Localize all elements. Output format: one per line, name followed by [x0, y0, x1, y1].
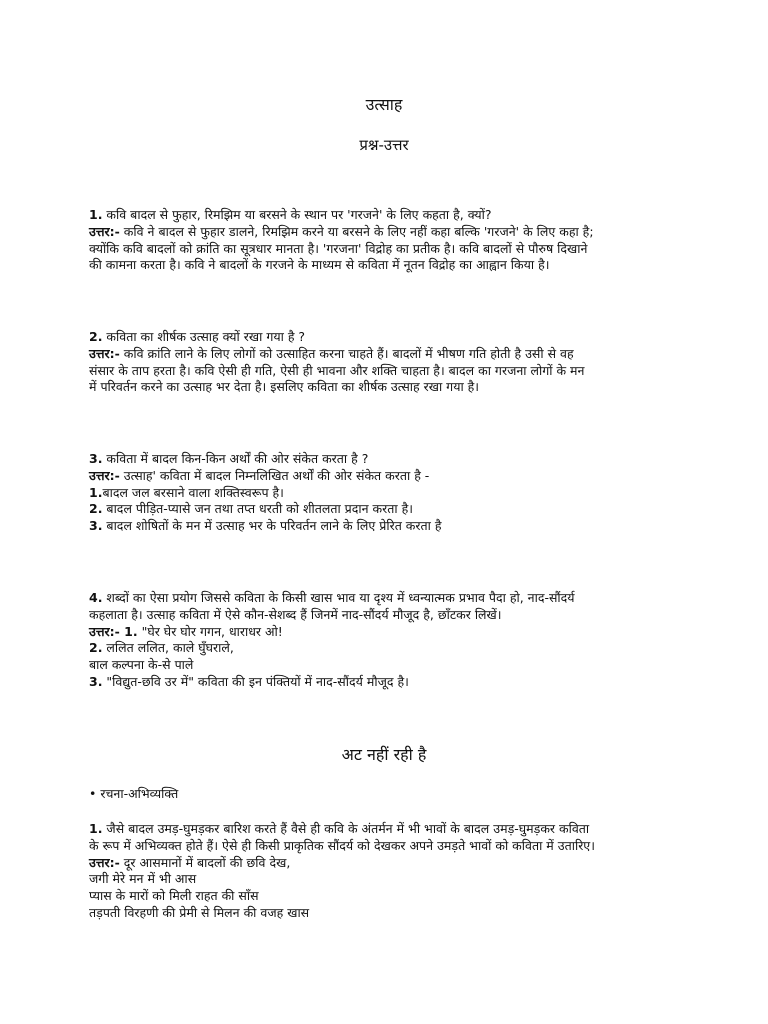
answer-3-point	[89, 518, 689, 535]
answer-4-line: बाल कल्पना के-से पाले	[89, 657, 194, 673]
question-number: 1.	[89, 821, 103, 836]
point-text: बादल जल बरसाने वाला शक्तिस्वरूप है।	[102, 484, 284, 500]
question-body: जैसे बादल उमड़-घुमड़कर बारिश करते हैं वैसे ही कवि के अंतर्मन में भी भावों के बादल उमड़-घुमड़कर कविता	[102, 821, 590, 836]
question-4-text	[89, 590, 689, 607]
point-number: 1.	[119, 623, 138, 639]
question-2	[89, 329, 689, 396]
question-2-text	[89, 329, 689, 346]
answer-4-point	[89, 640, 689, 657]
question-body: कविता में बादल किन-किन अर्थों की ओर संकेत करता है ?	[102, 451, 369, 466]
section-subtitle: प्रश्न-उत्तर	[359, 136, 409, 154]
answer-prefix: उत्तर:-	[89, 467, 120, 483]
question-1-text	[89, 207, 689, 224]
point-text: ललित ललित, काले घुँघराले,	[102, 640, 234, 656]
point-number: 2.	[89, 501, 103, 517]
answer-prefix: उत्तर:-	[89, 623, 120, 639]
point-text: बादल शोषितों के मन में उत्साह भर के परिवर्तन लाने के लिए प्रेरित करता है	[102, 518, 442, 534]
answer-prefix: उत्तर:-	[89, 345, 120, 361]
question-number: 1.	[89, 207, 103, 222]
answer-4-point	[89, 624, 689, 641]
question-4-text: कहलाता है। उत्साह कविता में ऐसे कौन-सेशब्द हैं जिनमें नाद-सौंदर्य मौजूद है, छाँटकर लिखें।	[89, 606, 502, 622]
answer-2-line: संसार के ताप हरता है। कवि ऐसी ही गति, ऐसी ही भावना और शक्ति चाहता है। बादल का गरजना लोगों के मन	[89, 362, 585, 378]
answer-2-line	[89, 346, 689, 363]
question-body: शब्दों का ऐसा प्रयोग जिससे कविता के किसी खास भाव या दृश्य में ध्वन्यात्मक प्रभाव पैदा हो, नाद-सौंदर्य	[102, 590, 575, 605]
question-3-text	[89, 451, 689, 468]
answer-prefix: उत्तर:-	[89, 223, 120, 239]
answer-3-point	[89, 501, 689, 518]
point-number: 1.	[89, 484, 103, 500]
answer-5-line: प्यास के मारों को मिली राहत की साँस	[89, 888, 259, 904]
point-number: 3.	[89, 518, 103, 534]
answer-1-line: की कामना करता है। कवि ने बादलों के गरजने के माध्यम से कविता में नूतन विद्रोह का आह्वान किया है।	[89, 257, 550, 273]
question-5-text: के रूप में अभिव्यक्त होते हैं। ऐसे ही किसी प्राकृतिक सौंदर्य को देखकर अपने उमड़ते भावों को कविता में उतारिए।	[89, 837, 595, 853]
point-number: 3.	[89, 673, 103, 689]
answer-text: उत्साह' कविता में बादल निम्नलिखित अर्थों की ओर संकेत करता है -	[119, 467, 430, 483]
question-1	[89, 207, 689, 274]
answer-3-point	[89, 485, 689, 502]
question-5	[89, 821, 689, 922]
answer-5-line: जगी मेरे मन में भी आस	[89, 871, 197, 887]
answer-1-line	[89, 224, 689, 241]
question-number: 3.	[89, 451, 103, 466]
question-body: कवि बादल से फुहार, रिमझिम या बरसने के स्थान पर 'गरजने' के लिए कहता है, क्यों?	[102, 207, 492, 222]
answer-5-line	[89, 855, 689, 872]
answer-1-line: क्योंकि कवि बादलों को क्रांति का सूत्रधार मानता है। 'गरजना' विद्रोह का प्रतीक है। कवि बादलों से पौरुष दिखाने	[89, 240, 588, 256]
question-number: 2.	[89, 329, 103, 344]
answer-text: कवि क्रांति लाने के लिए लोगों को उत्साहित करना चाहते हैं। बादलों में भीषण गति होती है उसी से वह	[119, 345, 574, 361]
answer-text: दूर आसमानों में बादलों की छवि देख,	[119, 854, 291, 870]
point-text: "विद्युत-छवि उर में" कविता की इन पंक्तियों में नाद-सौंदर्य मौजूद है।	[102, 673, 409, 689]
point-number: 2.	[89, 640, 103, 656]
question-number: 4.	[89, 590, 103, 605]
point-text: "घेर घेर घोर गगन, धाराधर ओ!	[137, 623, 283, 639]
section-bullet: • रचना-अभिव्यक्ति	[89, 786, 179, 801]
answer-text: कवि ने बादल से फुहार डालने, रिमझिम करने या बरसने के लिए नहीं कहा बल्कि 'गरजने' के लिए कहा है;	[119, 223, 594, 239]
answer-2-line: में परिवर्तन करने का उत्साह भर देता है। इसलिए कविता का शीर्षक उत्साह रखा गया है।	[89, 379, 480, 395]
question-4	[89, 590, 689, 691]
answer-prefix: उत्तर:-	[89, 854, 120, 870]
question-5-text	[89, 821, 689, 838]
chapter-title: उत्साह	[365, 95, 403, 114]
question-3	[89, 451, 689, 535]
point-text: बादल पीड़ित-प्यासे जन तथा तप्त धरती को शीतलता प्रदान करता है।	[102, 501, 413, 517]
answer-5-line: तड़पती विरहणी की प्रेमी से मिलन की वजह खास	[89, 904, 310, 920]
answer-3-line	[89, 468, 689, 485]
question-body: कविता का शीर्षक उत्साह क्यों रखा गया है ?	[102, 329, 306, 344]
answer-4-point	[89, 674, 689, 691]
chapter-title-2: अट नहीं रही है	[341, 745, 427, 764]
